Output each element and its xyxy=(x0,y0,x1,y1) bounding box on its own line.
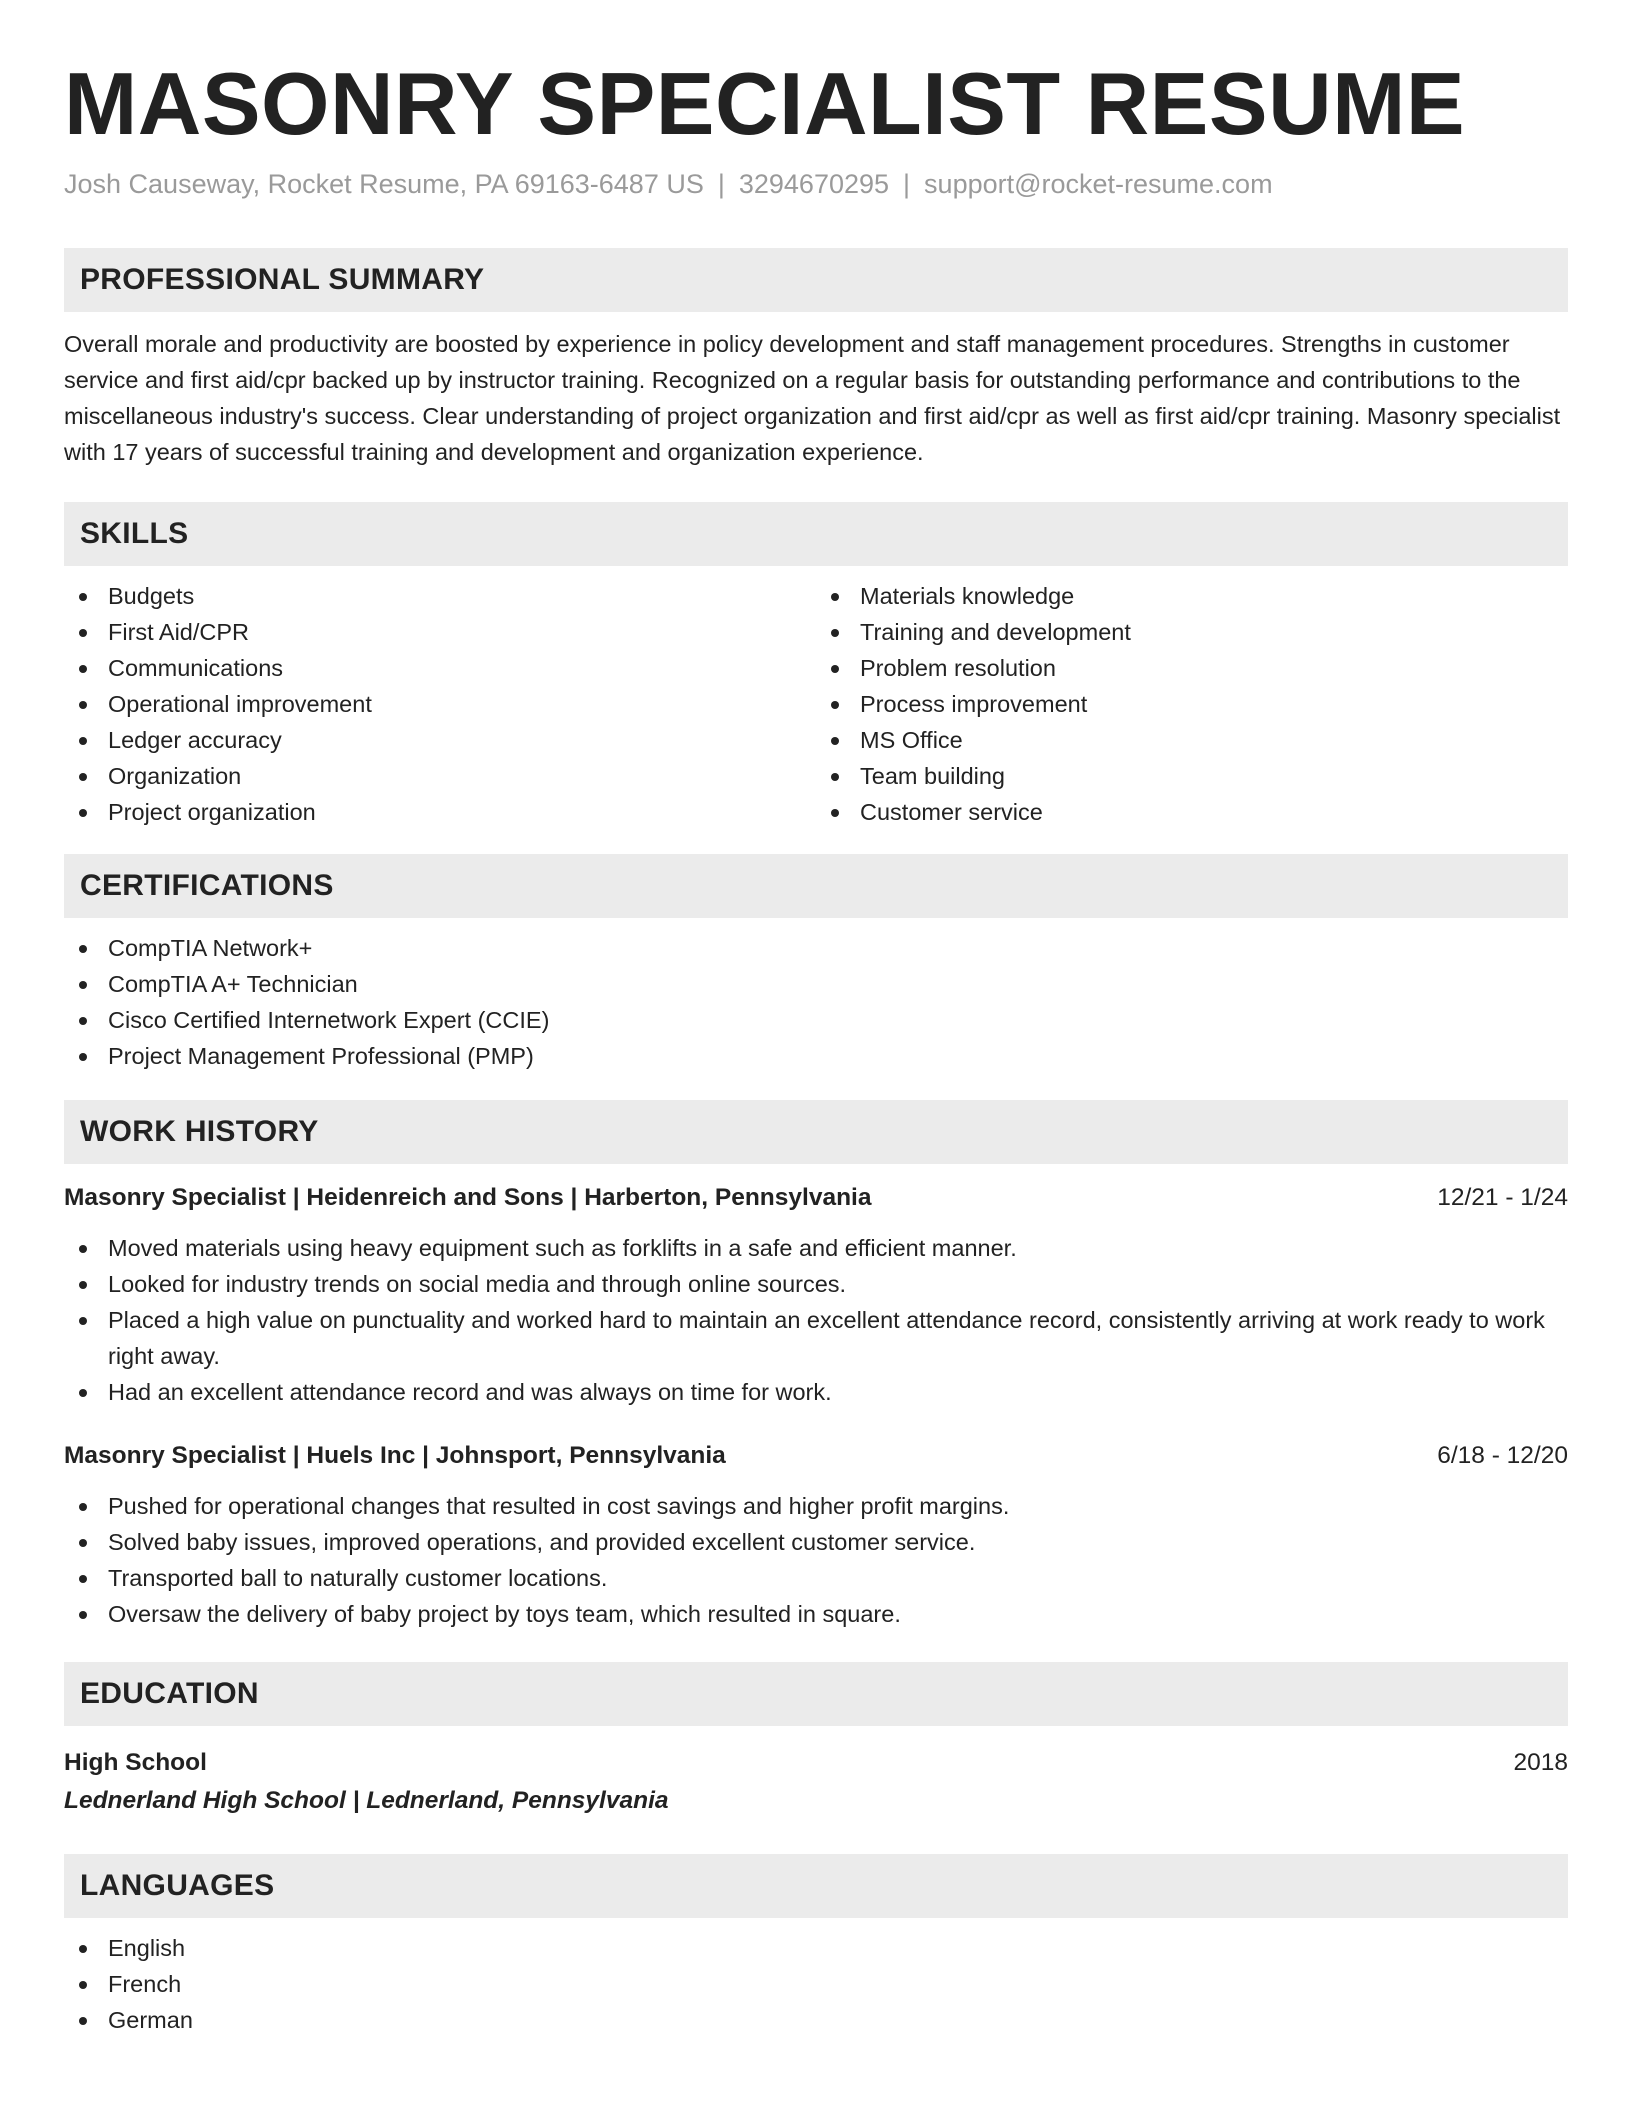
job-dates: 6/18 - 12/20 xyxy=(1437,1442,1568,1469)
skill-item: Operational improvement xyxy=(64,686,816,722)
contact-separator: | xyxy=(717,169,725,199)
education-heading: EDUCATION xyxy=(64,1662,1568,1726)
job-title: Masonry Specialist | Huels Inc | Johnsport, Pennsylvania xyxy=(64,1442,726,1469)
certification-item: Cisco Certified Internetwork Expert (CCIE) xyxy=(64,1002,1568,1038)
skill-item: First Aid/CPR xyxy=(64,614,816,650)
skill-item: Project organization xyxy=(64,794,816,830)
language-item: English xyxy=(64,1930,1568,1966)
job-entry xyxy=(64,1438,1568,1632)
contact-address: Josh Causeway, Rocket Resume, PA 69163-6487 US xyxy=(64,169,704,199)
job-header xyxy=(64,1438,1568,1474)
skill-item: Ledger accuracy xyxy=(64,722,816,758)
education-year: 2018 xyxy=(1513,1749,1568,1776)
skill-item: Communications xyxy=(64,650,816,686)
skills-list-left xyxy=(64,566,816,830)
job-bullet: Transported ball to naturally customer locations. xyxy=(64,1560,1568,1596)
languages-heading: LANGUAGES xyxy=(64,1854,1568,1918)
job-bullet: Had an excellent attendance record and was always on time for work. xyxy=(64,1374,1568,1410)
skill-item: Materials knowledge xyxy=(816,578,1568,614)
skill-item: Process improvement xyxy=(816,686,1568,722)
skill-item: Problem resolution xyxy=(816,650,1568,686)
job-bullet: Oversaw the delivery of baby project by toys team, which resulted in square. xyxy=(64,1596,1568,1632)
language-item: German xyxy=(64,2002,1568,2038)
job-bullet: Moved materials using heavy equipment such as forklifts in a safe and efficient manner. xyxy=(64,1230,1568,1266)
education-header xyxy=(64,1744,1568,1782)
skills-heading: SKILLS xyxy=(64,502,1568,566)
education-degree: High School xyxy=(64,1749,207,1776)
skills-column-left xyxy=(64,566,816,830)
skill-item: Training and development xyxy=(816,614,1568,650)
certifications-heading: CERTIFICATIONS xyxy=(64,854,1568,918)
skill-item: Team building xyxy=(816,758,1568,794)
job-dates: 12/21 - 1/24 xyxy=(1437,1184,1568,1211)
skill-item: Organization xyxy=(64,758,816,794)
contact-separator: | xyxy=(903,169,911,199)
education-entry xyxy=(64,1726,1568,1820)
job-bullet: Placed a high value on punctuality and worked hard to maintain an excellent attendance record, consistently arriving at work ready to work right away. xyxy=(64,1302,1568,1374)
skills-grid xyxy=(64,566,1568,830)
contact-line xyxy=(64,164,1568,204)
certification-item: Project Management Professional (PMP) xyxy=(64,1038,1568,1074)
summary-heading: PROFESSIONAL SUMMARY xyxy=(64,248,1568,312)
job-bullets xyxy=(64,1216,1568,1410)
job-bullet: Looked for industry trends on social media and through online sources. xyxy=(64,1266,1568,1302)
skill-item: Budgets xyxy=(64,578,816,614)
job-title: Masonry Specialist | Heidenreich and Sons | Harberton, Pennsylvania xyxy=(64,1184,872,1211)
education-school: Lednerland High School | Lednerland, Pennsylvania xyxy=(64,1787,669,1814)
work-history-heading: WORK HISTORY xyxy=(64,1100,1568,1164)
contact-email: support@rocket-resume.com xyxy=(924,169,1273,199)
skills-list-right xyxy=(816,566,1568,830)
skill-item: Customer service xyxy=(816,794,1568,830)
job-bullets xyxy=(64,1474,1568,1632)
job-bullet: Solved baby issues, improved operations, and provided excellent customer service. xyxy=(64,1524,1568,1560)
certification-item: CompTIA Network+ xyxy=(64,930,1568,966)
summary-text: Overall morale and productivity are boosted by experience in policy development and staff management procedures. Strengths in customer service and first aid/cpr backed up by instructor training. Recognized on a regular basis for outstanding performance and contributions to the miscellaneous industry's success. Clear understanding of project organization and first aid/cpr as well as first aid/cpr training. Masonry specialist with 17 years of successful training and development and organization experience. xyxy=(64,331,1561,465)
job-entry xyxy=(64,1164,1568,1410)
certifications-list xyxy=(64,918,1568,1074)
languages-list xyxy=(64,1918,1568,2038)
resume-title: MASONRY SPECIALIST RESUME xyxy=(64,54,1466,153)
skills-column-right xyxy=(816,566,1568,830)
job-header xyxy=(64,1180,1568,1216)
skill-item: MS Office xyxy=(816,722,1568,758)
language-item: French xyxy=(64,1966,1568,2002)
job-bullet: Pushed for operational changes that resulted in cost savings and higher profit margins. xyxy=(64,1488,1568,1524)
certification-item: CompTIA A+ Technician xyxy=(64,966,1568,1002)
contact-phone: 3294670295 xyxy=(738,169,890,199)
